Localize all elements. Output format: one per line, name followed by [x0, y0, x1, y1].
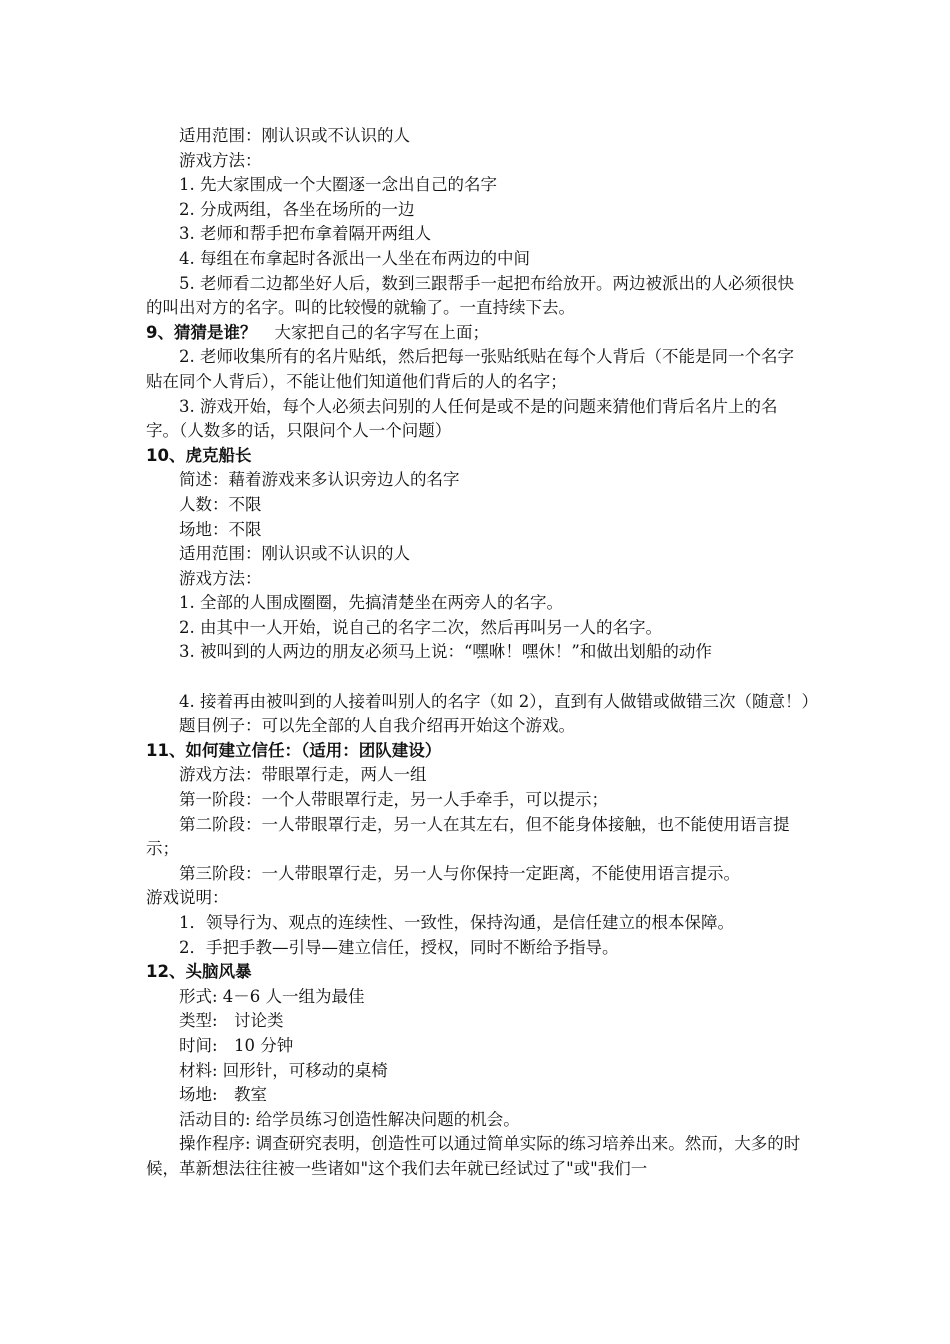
text-line: 题目例子：可以先全部的人自我介绍再开始这个游戏。 [179, 716, 575, 736]
text-line: 第三阶段：一人带眼罩行走，另一人与你保持一定距离，不能使用语言提示。 [179, 863, 740, 883]
list-item: 1. 先大家围成一个大圈逐一念出自己的名字 [179, 175, 497, 195]
blank-line [146, 665, 810, 690]
text-line: 场地: 教室 [179, 1085, 268, 1105]
list-item: 2．手把手教—引导—建立信任，授权，同时不断给予指导。 [179, 937, 619, 957]
text-line: 适用范围：刚认识或不认识的人 [179, 126, 410, 145]
text-line: 形式: 4－6 人一组为最佳 [179, 986, 365, 1006]
text-line: 简述：藉着游戏来多认识旁边人的名字 [179, 470, 460, 490]
list-item: 1. 全部的人围成圈圈，先搞清楚坐在两旁人的名字。 [179, 593, 563, 613]
list-item: 3. 被叫到的人两边的朋友必须马上说：“嘿咻！嘿休！”和做出划船的动作 [179, 642, 712, 662]
text-line: 第二阶段：一人带眼罩行走，另一人在其左右，但不能身体接触，也不能使用语言提示； [146, 814, 790, 859]
section-heading-9 [146, 321, 810, 346]
heading-tail-text: 大家把自己的名字写在上面； [274, 322, 489, 342]
text-line: 游戏方法： [179, 568, 262, 588]
list-item: 3. 游戏开始，每个人必须去问别的人任何是或不是的问题来猜他们背后名片上的名字。（人数多的话，只限问个人一个问题） [146, 396, 778, 441]
text-line: 时间: 10 分钟 [179, 1035, 294, 1055]
text-line: 第一阶段：一个人带眼罩行走，另一人手牵手，可以提示； [179, 790, 608, 810]
list-item: 4. 每组在布拿起时各派出一人坐在布两边的中间 [179, 248, 530, 268]
section-heading-11: 11、如何建立信任：（适用：团队建设） [146, 740, 442, 760]
section-heading-10: 10、虎克船长 [146, 445, 252, 465]
text-line: 操作程序: 调查研究表明，创造性可以通过简单实际的练习培养出来。然而，大多的时候，革新想法往往被一些诸如"这个我们去年就已经试过了"或"我们一 [146, 1134, 801, 1178]
list-item: 2. 分成两组，各坐在场所的一边 [179, 199, 415, 219]
document-page [146, 124, 818, 1182]
text-line: 游戏方法：带眼罩行走，两人一组 [179, 765, 427, 785]
list-item: 5. 老师看二边都坐好人后，数到三跟帮手一起把布给放开。两边被派出的人必须很快的叫出对方的名字。叫的比较慢的就输了。一直持续下去。 [146, 273, 794, 318]
text-line: 人数：不限 [179, 494, 262, 514]
text-line: 材料: 回形针，可移动的桌椅 [179, 1060, 388, 1080]
list-item: 4. 接着再由被叫到的人接着叫别人的名字（如 2），直到有人做错或做错三次（随意！） [179, 691, 818, 711]
section-heading-12: 12、头脑风暴 [146, 962, 252, 982]
text-line: 类型: 讨论类 [179, 1011, 284, 1031]
heading-title: 9、猜猜是谁？ [146, 322, 257, 342]
text-line: 场地：不限 [179, 519, 262, 539]
text-line: 游戏说明： [146, 888, 229, 908]
list-item: 1．领导行为、观点的连续性、一致性，保持沟通，是信任建立的根本保障。 [179, 913, 734, 932]
list-item: 3. 老师和帮手把布拿着隔开两组人 [179, 224, 431, 244]
text-line: 游戏方法： [179, 150, 262, 170]
text-line: 适用范围：刚认识或不认识的人 [179, 544, 410, 564]
text-line: 活动目的: 给学员练习创造性解决问题的机会。 [179, 1109, 520, 1129]
list-item: 2. 老师收集所有的名片贴纸，然后把每一张贴纸贴在每个人背后（不能是同一个名字贴在同个人背后），不能让他们知道他们背后的人的名字； [146, 347, 794, 391]
list-item: 2. 由其中一人开始，说自己的名字二次，然后再叫另一人的名字。 [179, 617, 662, 637]
